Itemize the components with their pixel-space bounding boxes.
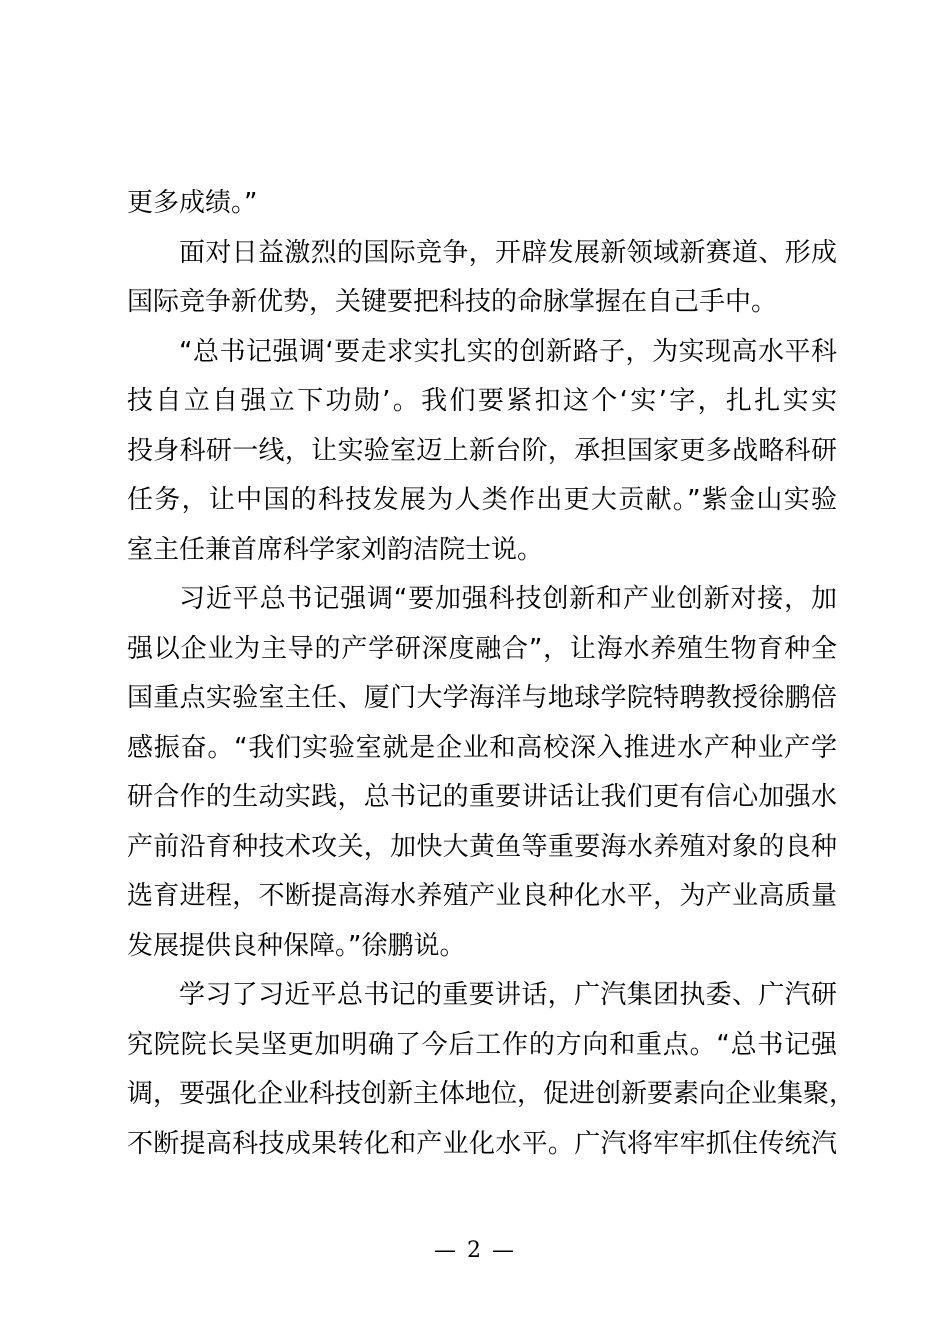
- text-line: 选育进程，不断提高海水养殖产业良种化水平，为产业高质量: [127, 881, 837, 911]
- text-line: 发展提供良种保障。”徐鹏说。: [127, 930, 466, 961]
- page-number: — 2 —: [434, 1238, 516, 1263]
- text-line: 研合作的生动实践，总书记的重要讲话让我们更有信心加强水: [127, 782, 837, 812]
- text-line: 习近平总书记强调“要加强科技创新和产业创新对接，加: [179, 584, 837, 614]
- text-line: 室主任兼首席科学家刘韵洁院士说。: [127, 534, 544, 565]
- text-line: 技自立自强立下功勋’。我们要紧扣这个‘实’字，扎扎实实: [127, 386, 837, 416]
- text-line: “总书记强调‘要走求实扎实的创新路子，为实现高水平科: [179, 336, 837, 367]
- text-line: 更多成绩。”: [127, 188, 258, 218]
- text-line: 国重点实验室主任、厦门大学海洋与地球学院特聘教授徐鹏倍: [127, 683, 837, 713]
- text-line: 面对日益激烈的国际竞争，开辟发展新领域新赛道、形成: [179, 237, 837, 268]
- text-line: 任务，让中国的科技发展为人类作出更大贡献。”紫金山实验: [127, 485, 837, 515]
- text-line: 调，要强化企业科技创新主体地位，促进创新要素向企业集聚，: [127, 1079, 856, 1109]
- text-line: 产前沿育种技术攻关，加快大黄鱼等重要海水养殖对象的良种: [127, 831, 837, 862]
- text-line: 学习了习近平总书记的重要讲话，广汽集团执委、广汽研: [179, 980, 837, 1010]
- text-line: 不断提高科技成果转化和产业化水平。广汽将牢牢抓住传统汽: [127, 1128, 837, 1159]
- text-line: 究院院长吴坚更加明确了今后工作的方向和重点。“总书记强: [127, 1029, 837, 1060]
- text-line: 感振奋。“我们实验室就是企业和高校深入推进水产种业产学: [127, 732, 837, 763]
- text-line: 投身科研一线，让实验室迈上新台阶，承担国家更多战略科研: [127, 435, 837, 466]
- body-text: [127, 179, 856, 1169]
- text-line: 国际竞争新优势，关键要把科技的命脉掌握在自己手中。: [127, 287, 778, 317]
- text-line: 强以企业为主导的产学研深度融合”，让海水养殖生物育种全: [127, 633, 837, 664]
